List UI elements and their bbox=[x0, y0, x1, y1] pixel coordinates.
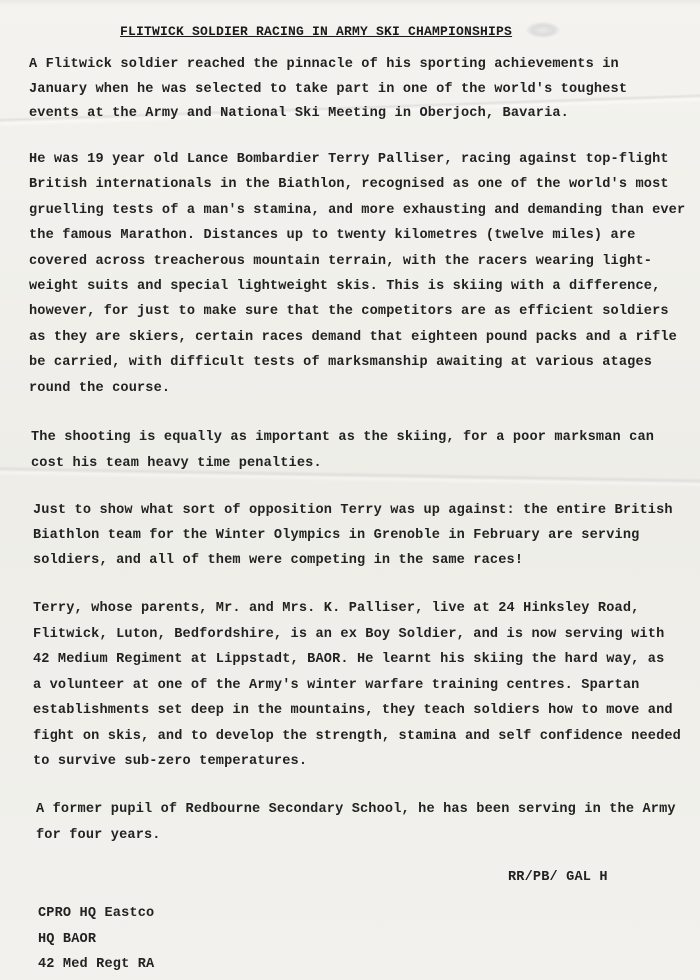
text-line: however, for just to make sure that the competitors are as efficient soldiers bbox=[29, 304, 669, 319]
text-line: Terry, whose parents, Mr. and Mrs. K. Palliser, live at 24 Hinksley Road, bbox=[33, 601, 640, 616]
text-line: British internationals in the Biathlon, recognised as one of the world's most bbox=[29, 177, 669, 192]
text-line: establishments set deep in the mountains, they teach soldiers how to move and bbox=[33, 703, 673, 718]
text-line: be carried, with difficult tests of marksmanship awaiting at various atages bbox=[29, 355, 653, 370]
text-line: soldiers, and all of them were competing in the same races! bbox=[33, 553, 524, 568]
text-line: Flitwick, Luton, Bedfordshire, is an ex Boy Soldier, and is now serving with bbox=[33, 627, 665, 642]
text-line: to survive sub-zero temperatures. bbox=[33, 754, 308, 769]
text-line: cost his team heavy time penalties. bbox=[31, 456, 322, 471]
text-line: A former pupil of Redbourne Secondary School, he has been serving in the Army bbox=[36, 802, 676, 817]
text-line: fight on skis, and to develop the strength, stamina and self confidence needed bbox=[33, 729, 681, 744]
text-line: events at the Army and National Ski Meeting in Oberjoch, Bavaria. bbox=[29, 106, 569, 121]
text-line: The shooting is equally as important as the skiing, for a poor marksman can bbox=[31, 430, 655, 445]
reference-code: RR/PB/ GAL H bbox=[508, 870, 608, 885]
text-line: 42 Medium Regiment at Lippstadt, BAOR. He learnt his skiing the hard way, as bbox=[33, 652, 665, 667]
text-line: weight suits and special lightweight skis. This is skiing with a difference, bbox=[29, 279, 661, 294]
text-line: round the course. bbox=[29, 381, 171, 396]
text-line: He was 19 year old Lance Bombardier Terry Palliser, racing against top-flight bbox=[29, 152, 669, 167]
distribution-item: CPRO HQ Eastco bbox=[38, 906, 155, 921]
text-line: gruelling tests of a man's stamina, and more exhausting and demanding than ever bbox=[29, 203, 686, 218]
text-line: a volunteer at one of the Army's winter warfare training centres. Spartan bbox=[33, 678, 640, 693]
text-line: Just to show what sort of opposition Terry was up against: the entire British bbox=[33, 503, 673, 518]
text-line: A Flitwick soldier reached the pinnacle of his sporting achievements in bbox=[29, 57, 619, 72]
text-line: covered across treacherous mountain terrain, with the racers wearing light- bbox=[29, 254, 653, 269]
text-line: for four years. bbox=[36, 828, 161, 843]
text-line: as they are skiers, certain races demand that eighteen pound packs and a rifle bbox=[29, 330, 677, 345]
text-line: January when he was selected to take part in one of the world's toughest bbox=[29, 82, 628, 97]
text-line: the famous Marathon. Distances up to twenty kilometres (twelve miles) are bbox=[29, 228, 636, 243]
document-title: FLITWICK SOLDIER RACING IN ARMY SKI CHAMPIONSHIPS bbox=[120, 24, 513, 39]
text-line: Biathlon team for the Winter Olympics in Grenoble in February are serving bbox=[33, 528, 640, 543]
distribution-item: HQ BAOR bbox=[38, 932, 97, 947]
distribution-item: 42 Med Regt RA bbox=[38, 957, 155, 972]
ink-smudge bbox=[526, 22, 560, 38]
